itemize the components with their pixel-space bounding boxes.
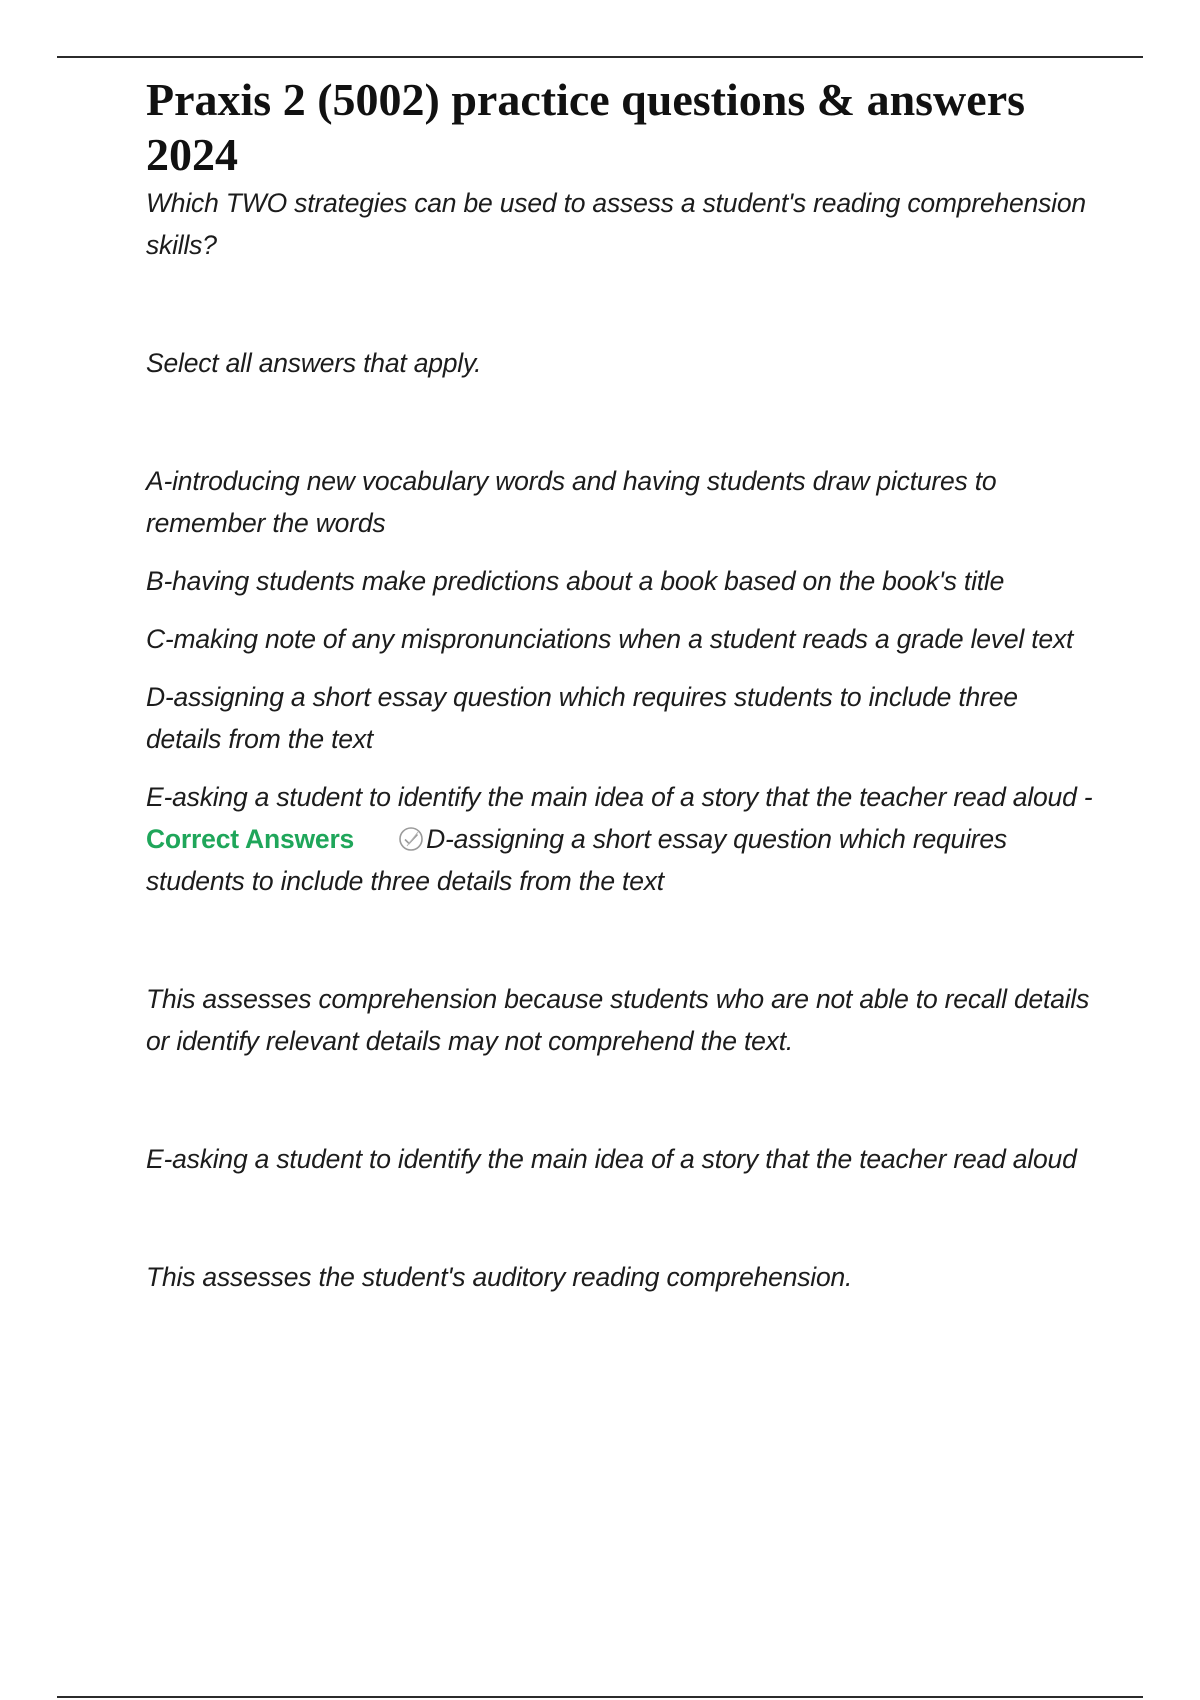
question-text: Which TWO strategies can be used to assess a student's reading comprehension skills? bbox=[146, 188, 1086, 260]
spacer bbox=[146, 544, 1096, 560]
spacer bbox=[146, 902, 1096, 978]
option-a: A-introducing new vocabulary words and having students draw pictures to remember the words bbox=[146, 466, 997, 538]
spacer bbox=[146, 384, 1096, 460]
explanation-d: This assesses comprehension because students who are not able to recall details or identify relevant details may not comprehend the text. bbox=[146, 984, 1090, 1056]
document-title: Praxis 2 (5002) practice questions & answers 2024 bbox=[146, 74, 1026, 180]
explanation-e: This assesses the student's auditory reading comprehension. bbox=[146, 1262, 853, 1292]
spacer bbox=[146, 660, 1096, 676]
answer-d: D-assigning a short essay question which requires students to include three details from the text bbox=[146, 824, 1007, 896]
option-e-with-answer bbox=[146, 776, 1096, 902]
spacer bbox=[146, 760, 1096, 776]
instruction-text: Select all answers that apply. bbox=[146, 348, 482, 378]
spacer bbox=[146, 266, 1096, 342]
correct-answers-label: Correct Answers bbox=[146, 824, 355, 854]
document-body bbox=[146, 72, 1096, 1298]
option-d: D-assigning a short essay question which requires students to include three details from the text bbox=[146, 682, 1018, 754]
bottom-rule bbox=[57, 1696, 1143, 1698]
option-e: E-asking a student to identify the main idea of a story that the teacher read aloud - bbox=[146, 782, 1093, 812]
top-rule bbox=[57, 56, 1143, 58]
option-c: C-making note of any mispronunciations when a student reads a grade level text bbox=[146, 624, 1074, 654]
answer-e: E-asking a student to identify the main idea of a story that the teacher read aloud bbox=[146, 1144, 1077, 1174]
option-b: B-having students make predictions about a book based on the book's title bbox=[146, 566, 1005, 596]
spacer bbox=[146, 602, 1096, 618]
check-circle-icon bbox=[398, 822, 424, 848]
spacer bbox=[146, 1062, 1096, 1138]
spacer bbox=[146, 1180, 1096, 1256]
